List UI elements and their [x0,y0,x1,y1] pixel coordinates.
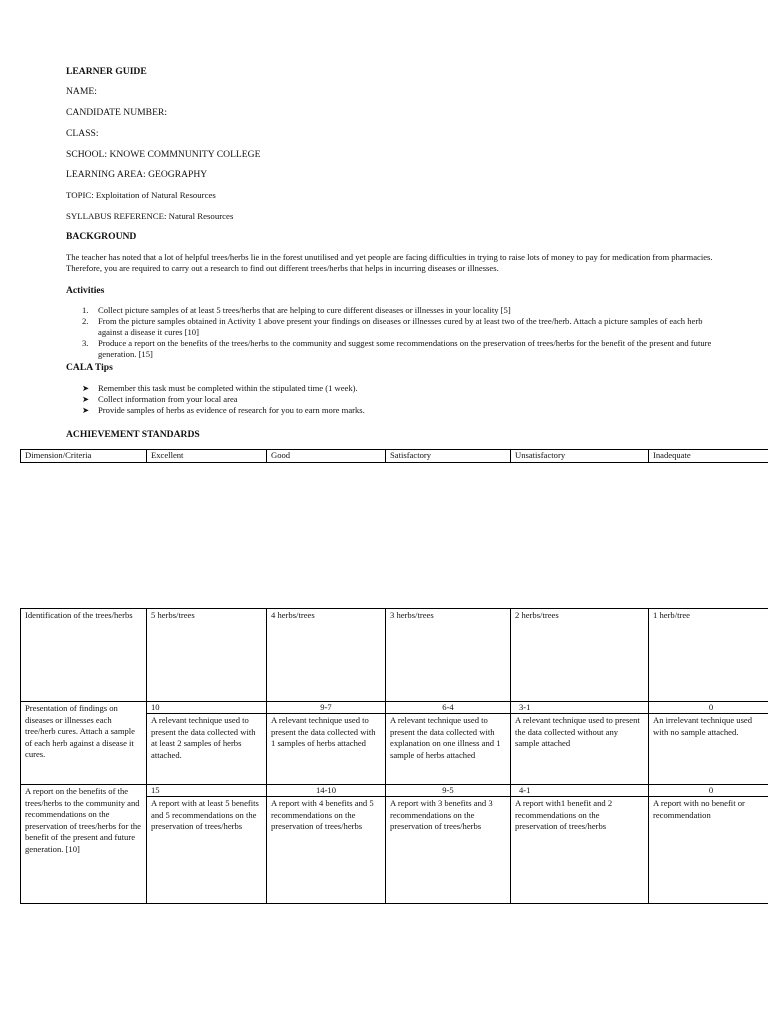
rubric-cell: 2 herbs/trees [511,609,649,702]
tip-text: Collect information from your local area [98,394,238,404]
arrow-bullet-icon: ➤ [82,405,90,415]
score-description: A relevant technique used to present the data collected with 1 samples of herbs attached [271,715,376,749]
tip-item [82,405,718,416]
score-description: A report with1 benefit and 2 recommendations on the preservation of trees/herbs [515,798,613,832]
rubric-cell [267,702,386,785]
learning-area-label: LEARNING AREA: GEOGRAPHY [66,169,208,180]
score-range: 3-1 [511,702,648,714]
activity-number: 2. [82,316,89,326]
column-header-unsatisfactory: Unsatisfactory [511,450,649,463]
standards-header-table [20,449,768,463]
cala-tips-list [82,383,718,416]
rubric-cell [649,785,768,904]
activity-number: 1. [82,305,89,315]
background-text: The teacher has noted that a lot of helpful trees/herbs lie in the forest unutilised and yet people are facing difficulties in trying to raise lots of money to pay for medication from pharmacies. Therefore, you are required to carry out a research to find out different trees/herbs that helps in incurring diseases or illnesses. [66,252,713,273]
name-label: NAME: [66,86,97,97]
column-header-inadequate: Inadequate [649,450,768,463]
activity-item [82,305,718,316]
score-range: 9-7 [267,702,385,714]
rubric-cell [511,702,649,785]
background-heading: BACKGROUND [66,231,137,242]
criteria-cell: Presentation of findings on diseases or illnesses each tree/herb cures. Attach a sample of each herb against a disease it cures. [21,702,147,785]
tip-text: Provide samples of herbs as evidence of research for you to earn more marks. [98,405,365,415]
score-description: A report with 4 benefits and 5 recommendations on the preservation of trees/herbs [271,798,374,832]
score-range: 14-10 [267,785,385,797]
activity-item [82,316,718,338]
score-range: 15 [147,785,266,797]
rubric-cell [147,785,267,904]
score-description: A report with 3 benefits and 3 recommendations on the preservation of trees/herbs [390,798,493,832]
tip-text: Remember this task must be completed within the stipulated time (1 week). [98,383,358,393]
criteria-cell: A report on the benefits of the trees/herbs to the community and recommendations on the preservation of trees/herbs for the benefit of the present and future generation. [10] [21,785,147,904]
score-description: A relevant technique used to present the data collected without any sample attached [515,715,640,749]
column-header-excellent: Excellent [147,450,267,463]
tip-item [82,383,718,394]
rubric-cell: 5 herbs/trees [147,609,267,702]
topic-label: TOPIC: Exploitation of Natural Resources [66,190,216,200]
standards-rubric-table [20,608,768,904]
score-description: A relevant technique used to present the data collected with explanation on one illness and 1 sample of herbs attached [390,715,501,760]
score-range: 4-1 [511,785,648,797]
score-description: A report with no benefit or recommendation [653,798,745,820]
rubric-cell: 1 herb/tree [649,609,768,702]
school-label: SCHOOL: KNOWE COMMNUNITY COLLEGE [66,149,261,160]
class-label: CLASS: [66,128,99,139]
arrow-bullet-icon: ➤ [82,394,90,404]
score-range: 6-4 [386,702,510,714]
rubric-cell [649,702,768,785]
criteria-cell: Identification of the trees/herbs [21,609,147,702]
rubric-row-identification [21,609,768,702]
rubric-cell [386,785,511,904]
activity-text: Collect picture samples of at least 5 trees/herbs that are helping to cure different diseases or illnesses in your locality [5] [98,305,511,315]
rubric-cell [511,785,649,904]
rubric-cell: 4 herbs/trees [267,609,386,702]
activities-list [82,305,718,360]
score-description: An irrelevant technique used with no sample attached. [653,715,753,737]
score-range: 10 [147,702,266,714]
column-header-dimension: Dimension/Criteria [21,450,147,463]
achievement-standards-heading: ACHIEVEMENT STANDARDS [66,429,200,440]
rubric-cell [147,702,267,785]
rubric-cell [386,702,511,785]
activities-heading: Activities [66,285,105,296]
score-description: A relevant technique used to present the data collected with at least 2 samples of herbs attached. [151,715,256,760]
rubric-row-presentation [21,702,768,785]
tip-item [82,394,718,405]
rubric-cell [267,785,386,904]
candidate-number-label: CANDIDATE NUMBER: [66,107,168,118]
score-range: 0 [649,702,768,714]
activity-number: 3. [82,338,89,348]
column-header-satisfactory: Satisfactory [386,450,511,463]
cala-tips-heading: CALA Tips [66,362,113,373]
activity-text: From the picture samples obtained in Activity 1 above present your findings on diseases or illnesses cured by at least two of the tree/herb. Attach a picture samples of each herb against a disease it cures [10] [98,316,703,337]
score-range: 9-5 [386,785,510,797]
document-title: LEARNER GUIDE [66,66,147,77]
column-header-good: Good [267,450,386,463]
activity-item [82,338,718,360]
arrow-bullet-icon: ➤ [82,383,90,393]
rubric-cell: 3 herbs/trees [386,609,511,702]
score-description: A report with at least 5 benefits and 5 recommendations on the preservation of trees/herbs [151,798,259,832]
syllabus-reference-label: SYLLABUS REFERENCE: Natural Resources [66,211,234,221]
activity-text: Produce a report on the benefits of the trees/herbs to the community and suggest some recommendations on the preservation of trees/herbs for the benefit of the present and future generation. [15] [98,338,712,359]
score-range: 0 [649,785,768,797]
standards-header-row [21,450,768,463]
rubric-row-report [21,785,768,904]
